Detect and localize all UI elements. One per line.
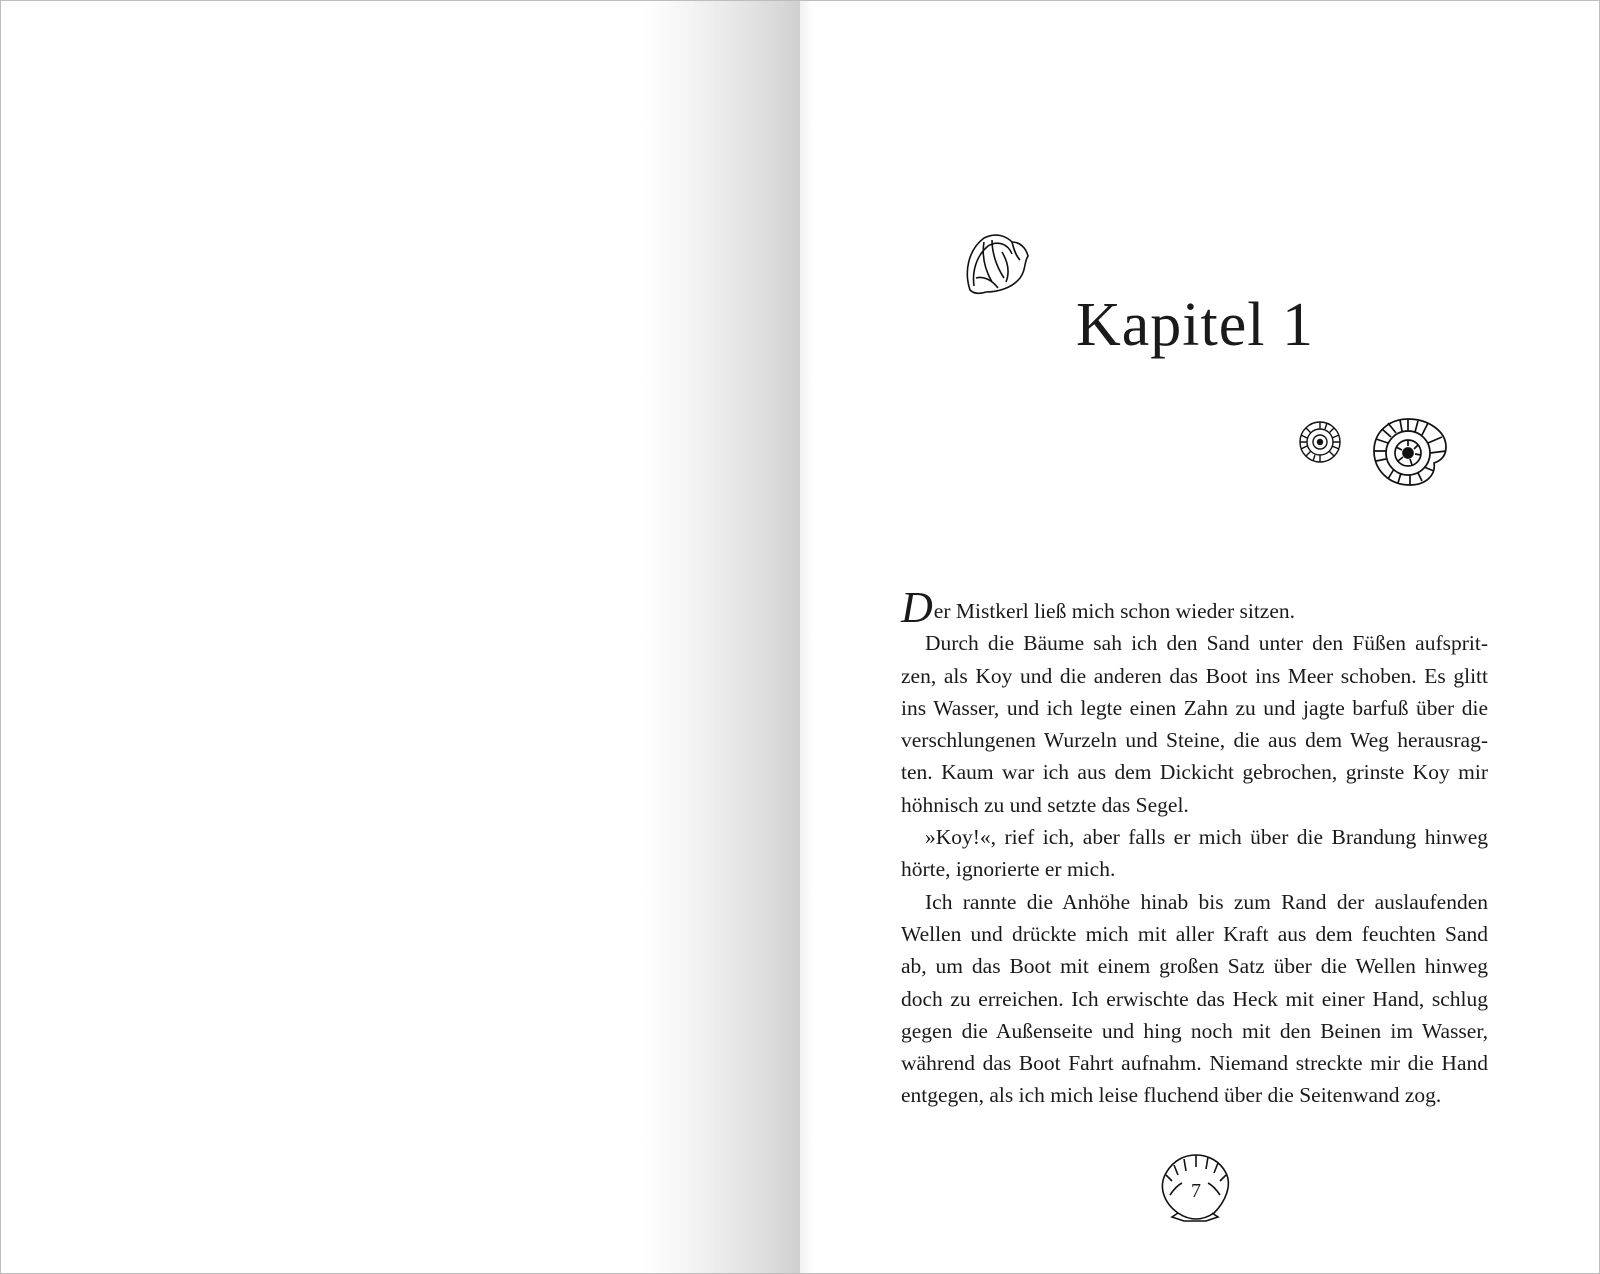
text-line-content: hörte, ignorierte er mich. (901, 857, 1116, 882)
text-line (901, 692, 1488, 724)
text-line-content: doch zu erreichen. Ich erwischte das Heck mit einer Hand, schlug (901, 986, 1488, 1011)
conch-shell-icon (962, 232, 1032, 298)
large-spiral-shell-icon (1370, 415, 1450, 489)
text-line-content: höhnisch zu und setzte das Segel. (901, 792, 1189, 817)
text-line (901, 583, 1488, 632)
text-line-content: zen, als Koy und die anderen das Boot ins Meer schoben. Es glitt (901, 663, 1488, 688)
text-line (901, 724, 1488, 756)
text-line (901, 660, 1488, 692)
text-line (901, 756, 1488, 788)
text-line (901, 821, 1488, 853)
text-line-content: Durch die Bäume sah ich den Sand unter den Füßen aufsprit- (925, 631, 1488, 656)
text-line-content: Wellen und drückte mich mit aller Kraft aus dem feuchten Sand (901, 921, 1488, 946)
text-line (901, 983, 1488, 1015)
left-page-blank (1, 1, 800, 1273)
text-line (901, 886, 1488, 918)
text-line (901, 1079, 1488, 1111)
text-line (901, 789, 1488, 821)
text-line (901, 950, 1488, 982)
text-line-content: ab, um das Boot mit einem großen Satz über die Wellen hinweg (901, 954, 1488, 979)
text-line-content: ten. Kaum war ich aus dem Dickicht gebrochen, grinste Koy mir (901, 760, 1488, 785)
text-line (901, 853, 1488, 885)
drop-cap: D (901, 583, 933, 632)
text-line-content: er Mistkerl ließ mich schon wieder sitzen. (933, 599, 1295, 623)
chapter-title: Kapitel 1 (1076, 291, 1314, 359)
page-number: 7 (1191, 1180, 1201, 1202)
text-line-content: ins Wasser, und ich legte einen Zahn zu und jagte barfuß über die (901, 695, 1488, 720)
text-line-content: verschlungenen Wurzeln und Steine, die aus dem Weg herausrag- (901, 728, 1488, 753)
text-line-content: Ich rannte die Anhöhe hinab bis zum Rand der auslaufenden (925, 889, 1488, 914)
text-line-content: während das Boot Fahrt aufnahm. Niemand streckte mir die Hand (901, 1051, 1488, 1076)
text-line (901, 627, 1488, 659)
text-line-content: gegen die Außenseite und hing noch mit den Beinen im Wasser, (901, 1018, 1488, 1043)
text-line (901, 1015, 1488, 1047)
text-line-content: entgegen, als ich mich leise fluchend über die Seitenwand zog. (901, 1083, 1442, 1108)
small-spiral-shell-icon (1297, 419, 1343, 465)
text-line-content: »Koy!«, rief ich, aber falls er mich über die Brandung hinweg (925, 825, 1488, 850)
chapter-body-text (901, 583, 1488, 1112)
text-line (901, 918, 1488, 950)
text-line (901, 1047, 1488, 1079)
